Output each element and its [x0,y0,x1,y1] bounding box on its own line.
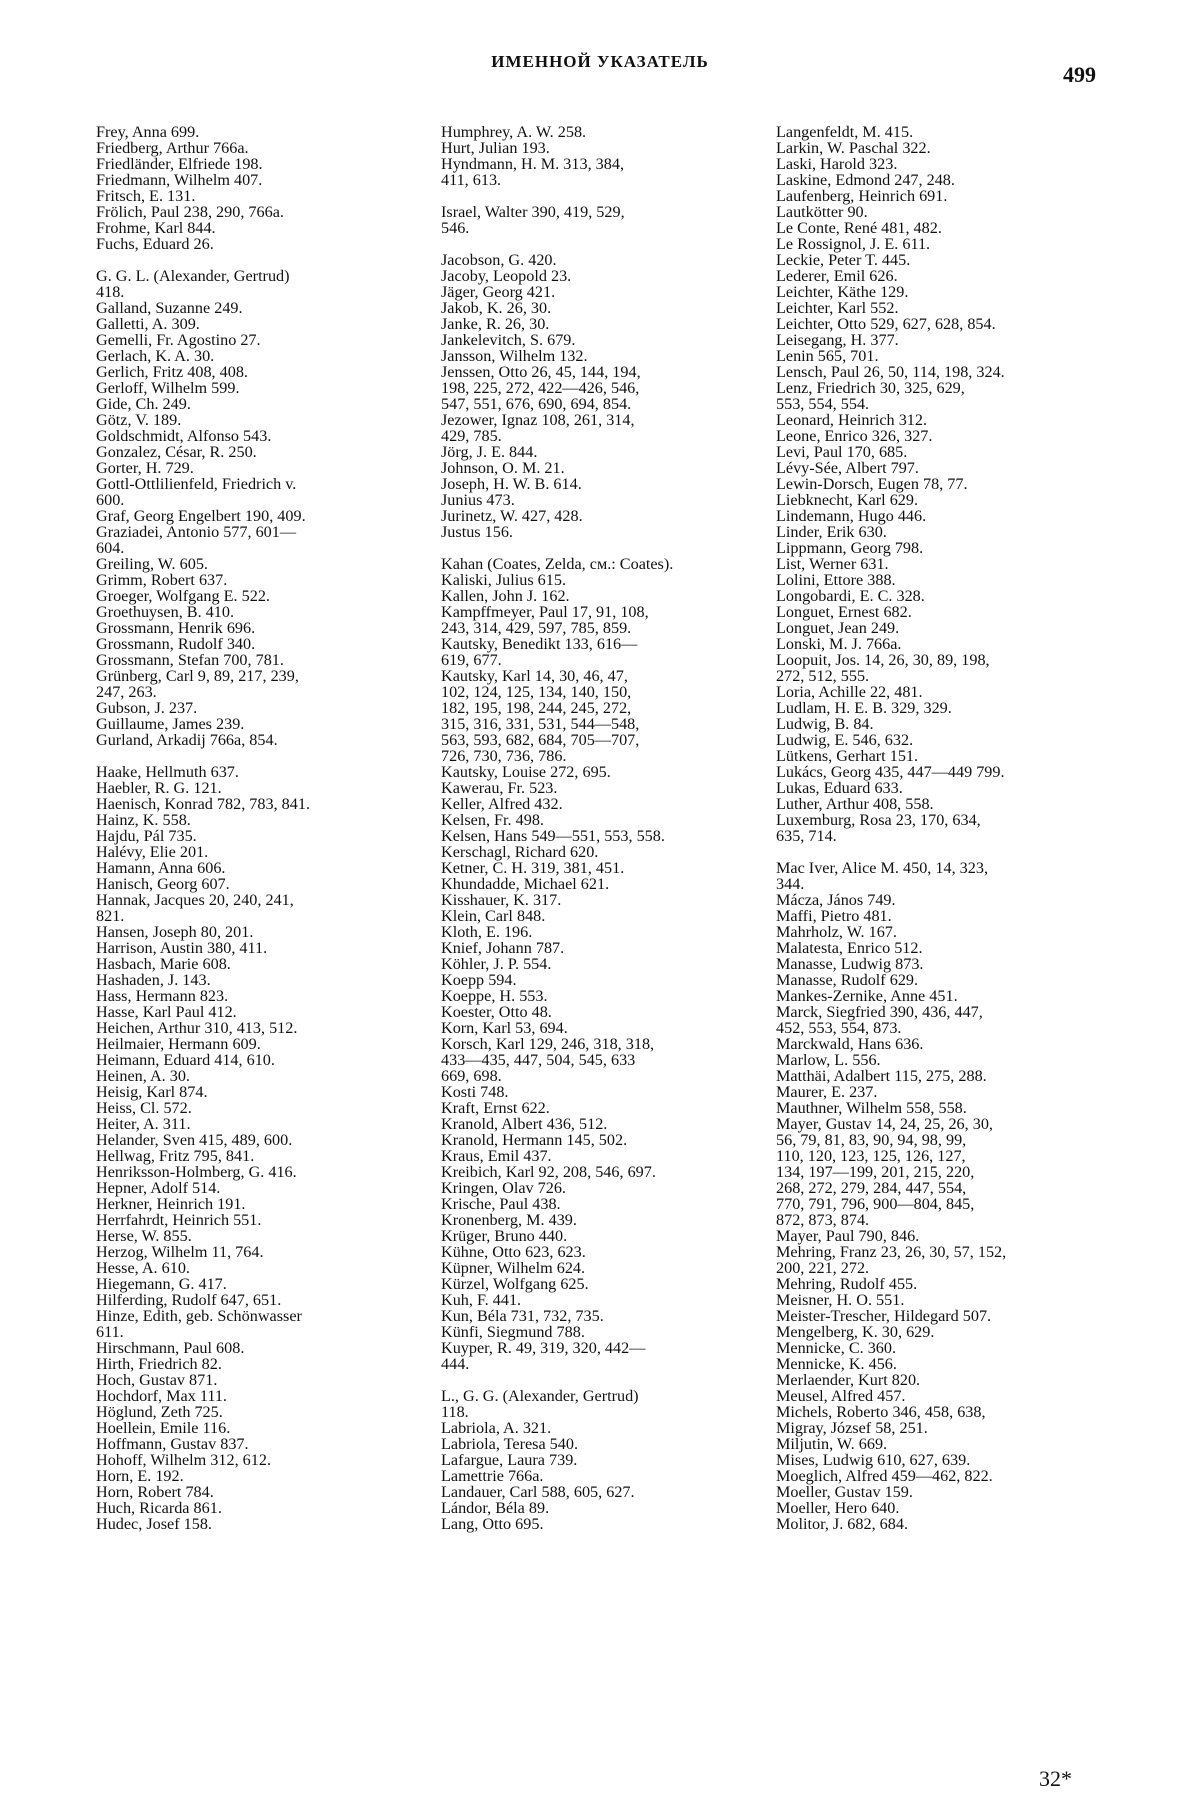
index-entry: Heilmaier, Hermann 609. [96,1035,261,1053]
index-column-3 [776,124,1106,1532]
index-entry: Lang, Otto 695. [441,1515,544,1533]
index-entry: Meister-Trescher, Hildegard 507. [776,1307,992,1325]
index-entry: Hesse, A. 610. [96,1259,190,1277]
index-entry: 546. [441,219,470,237]
index-entry: Jezower, Ignaz 108, 261, 314, [441,411,635,429]
index-entry: Linder, Erik 630. [776,523,887,541]
index-entry: Krische, Paul 438. [441,1195,561,1213]
index-entry: Künfi, Siegmund 788. [441,1323,585,1341]
index-entry: 429, 785. [441,427,502,445]
index-entry: Mac Iver, Alice M. 450, 14, 323, [776,859,988,877]
index-entry: Keller, Alfred 432. [441,795,563,813]
printer-signature: 32* [1039,1766,1072,1791]
index-entry: Levi, Paul 170, 685. [776,443,908,461]
index-entry: Kreibich, Karl 92, 208, 546, 697. [441,1163,656,1181]
index-entry: Hoellein, Emile 116. [96,1419,231,1437]
index-entry: Hass, Hermann 823. [96,987,229,1005]
index-entry: Kahan (Coates, Zelda, см.: Coates). [441,555,674,573]
index-entry: Kranold, Albert 436, 512. [441,1115,608,1133]
index-entry: Kringen, Olav 726. [441,1179,566,1197]
index-entry: Kraus, Emil 437. [441,1147,552,1165]
index-entry: Halévy, Elie 201. [96,843,209,861]
index-entry: Longuet, Ernest 682. [776,603,912,621]
index-entry: Leone, Enrico 326, 327. [776,427,933,445]
index-entry: Landauer, Carl 588, 605, 627. [441,1483,635,1501]
index-entry: Jörg, J. E. 844. [441,443,538,461]
index-entry: Le Rossignol, J. E. 611. [776,235,931,253]
index-entry: Friedberg, Arthur 766a. [96,139,249,157]
index-entry: Lautkötter 90. [776,203,868,221]
index-entry: 444. [441,1355,470,1373]
index-entry: Lensch, Paul 26, 50, 114, 198, 324. [776,363,1005,381]
index-entry: Mayer, Gustav 14, 24, 25, 26, 30, [776,1115,993,1133]
index-entry: Hurt, Julian 193. [441,139,550,157]
index-entry: Loopuit, Jos. 14, 26, 30, 89, 198, [776,651,990,669]
index-entry: Herse, W. 855. [96,1227,192,1245]
index-entry: Horn, E. 192. [96,1467,184,1485]
index-entry: Hashaden, J. 143. [96,971,211,989]
index-entry: 726, 730, 736, 786. [441,747,567,765]
index-entry: 553, 554, 554. [776,395,870,413]
index-entry: Leisegang, H. 377. [776,331,899,349]
index-entry: Moeglich, Alfred 459—462, 822. [776,1467,993,1485]
index-entry: Harrison, Austin 380, 411. [96,939,268,957]
index-entry: Guillaume, James 239. [96,715,245,733]
page-number: 499 [1063,62,1096,87]
index-entry: Mácza, János 749. [776,891,896,909]
index-entry: Laskine, Edmond 247, 248. [776,171,955,189]
index-entry: Mennicke, C. 360. [776,1339,897,1357]
index-entry: Gide, Ch. 249. [96,395,191,413]
index-entry: Leichter, Käthe 129. [776,283,909,301]
index-entry: Maurer, E. 237. [776,1083,878,1101]
index-column-2 [441,124,771,1532]
index-entry: 272, 512, 555. [776,667,870,685]
index-entry: Mayer, Paul 790, 846. [776,1227,920,1245]
index-entry: Friedländer, Elfriede 198. [96,155,263,173]
index-entry: Moeller, Hero 640. [776,1499,900,1517]
index-entry: Herzog, Wilhelm 11, 764. [96,1243,264,1261]
index-entry: Mauthner, Wilhelm 558, 558. [776,1099,967,1117]
index-entry: Groeger, Wolfgang E. 522. [96,587,270,605]
index-entry: Jansson, Wilhelm 132. [441,347,588,365]
index-entry: Langenfeldt, M. 415. [776,123,914,141]
index-entry: Lolini, Ettore 388. [776,571,896,589]
index-entry: Hilferding, Rudolf 647, 651. [96,1291,282,1309]
index-entry: Grünberg, Carl 9, 89, 217, 239, [96,667,299,685]
index-entry: Hiegemann, G. 417. [96,1275,227,1293]
index-entry: Kuh, F. 441. [441,1291,522,1309]
index-entry: Gerlach, K. A. 30. [96,347,215,365]
index-entry: Luxemburg, Rosa 23, 170, 634, [776,811,981,829]
index-entry: Höglund, Zeth 725. [96,1403,223,1421]
index-entry: 433—435, 447, 504, 545, 633 [441,1051,636,1069]
index-entry: Jenssen, Otto 26, 45, 144, 194, [441,363,641,381]
index-entry: Kautsky, Benedikt 133, 616— [441,635,638,653]
index-entry: Laufenberg, Heinrich 691. [776,187,948,205]
index-entry: Malatesta, Enrico 512. [776,939,923,957]
index-entry: Gottl-Ottlilienfeld, Friedrich v. [96,475,297,493]
index-entry: Mengelberg, K. 30, 629. [776,1323,935,1341]
index-entry: Kerschagl, Richard 620. [441,843,599,861]
index-entry: Horn, Robert 784. [96,1483,214,1501]
index-entry: Kühne, Otto 623, 623. [441,1243,586,1261]
index-entry: Knief, Johann 787. [441,939,565,957]
index-entry: Koeppe, H. 553. [441,987,548,1005]
index-entry: Kisshauer, K. 317. [441,891,562,909]
index-entry: 56, 79, 81, 83, 90, 94, 98, 99, [776,1131,967,1149]
index-entry: Marckwald, Hans 636. [776,1035,924,1053]
index-entry: Lamettrie 766a. [441,1467,544,1485]
index-entry: Jurinetz, W. 427, 428. [441,507,583,525]
index-entry: Jäger, Georg 421. [441,283,556,301]
index-entry: Hoch, Gustav 871. [96,1371,218,1389]
index-entry: 619, 677. [441,651,502,669]
index-entry: 198, 225, 272, 422—426, 546, [441,379,640,397]
index-entry: Jacobson, G. 420. [441,251,557,269]
index-entry: Lafargue, Laura 739. [441,1451,578,1469]
index-entry: L., G. G. (Alexander, Gertrud) [441,1387,639,1405]
index-entry: 315, 316, 331, 531, 544—548, [441,715,640,733]
index-entry: Leichter, Otto 529, 627, 628, 854. [776,315,996,333]
index-entry: Jankelevitch, S. 679. [441,331,576,349]
index-entry: Kaliski, Julius 615. [441,571,567,589]
index-entry: Mises, Ludwig 610, 627, 639. [776,1451,971,1469]
index-entry: Meusel, Alfred 457. [776,1387,906,1405]
index-entry: Hohoff, Wilhelm 312, 612. [96,1451,272,1469]
index-entry: Köhler, J. P. 554. [441,955,552,973]
index-entry: Liebknecht, Karl 629. [776,491,919,509]
index-entry: Grimm, Robert 637. [96,571,228,589]
index-entry: Hansen, Joseph 80, 201. [96,923,254,941]
index-entry: Hudec, Josef 158. [96,1515,212,1533]
index-entry: 200, 221, 272. [776,1259,870,1277]
index-entry: Leonard, Heinrich 312. [776,411,928,429]
index-entry: Laski, Harold 323. [776,155,898,173]
index-entry: Lenz, Friedrich 30, 325, 629, [776,379,965,397]
index-entry: Khundadde, Michael 621. [441,875,610,893]
index-entry: Mehring, Franz 23, 26, 30, 57, 152, [776,1243,1007,1261]
index-entry: Janke, R. 26, 30. [441,315,550,333]
index-entry: Kelsen, Hans 549—551, 553, 558. [441,827,665,845]
index-entry: Hoffmann, Gustav 837. [96,1435,249,1453]
index-entry: Leckie, Peter T. 445. [776,251,911,269]
index-entry: Leichter, Karl 552. [776,299,899,317]
index-entry: Kloth, E. 196. [441,923,533,941]
index-entry: 611. [96,1323,124,1341]
index-entry: Hannak, Jacques 20, 240, 241, [96,891,294,909]
index-entry: 243, 314, 429, 597, 785, 859. [441,619,632,637]
index-entry: Kawerau, Fr. 523. [441,779,558,797]
page-header [0,44,1200,87]
index-entry: Heiss, Cl. 572. [96,1099,192,1117]
index-entry: Hajdu, Pál 735. [96,827,197,845]
index-entry: 600. [96,491,125,509]
index-entry: Joseph, H. W. B. 614. [441,475,582,493]
index-entry: 268, 272, 279, 284, 447, 554, [776,1179,967,1197]
index-entry: Hyndmann, H. M. 313, 384, [441,155,625,173]
index-entry: Friedmann, Wilhelm 407. [96,171,263,189]
index-entry: Groethuysen, B. 410. [96,603,235,621]
index-entry: Haebler, R. G. 121. [96,779,222,797]
index-entry: Galletti, A. 309. [96,315,200,333]
index-entry: Graf, Georg Engelbert 190, 409. [96,507,306,525]
index-entry: Goldschmidt, Alfonso 543. [96,427,272,445]
index-entry: Junius 473. [441,491,515,509]
index-entry: Koester, Otto 48. [441,1003,552,1021]
index-entry: Kautsky, Louise 272, 695. [441,763,611,781]
index-entry: Koepp 594. [441,971,517,989]
index-entry: 635, 714. [776,827,837,845]
index-entry: Heisig, Karl 874. [96,1083,208,1101]
index-entry: Lévy-Sée, Albert 797. [776,459,919,477]
index-entry: Lindemann, Hugo 446. [776,507,927,525]
index-entry: Luther, Arthur 408, 558. [776,795,934,813]
index-entry: 102, 124, 125, 134, 140, 150, [441,683,632,701]
index-entry: Johnson, O. M. 21. [441,459,565,477]
index-entry: 110, 120, 123, 125, 126, 127, [776,1147,966,1165]
index-entry: Jakob, K. 26, 30. [441,299,552,317]
index-entry: Longuet, Jean 249. [776,619,900,637]
index-entry: Kelsen, Fr. 498. [441,811,544,829]
index-entry: Graziadei, Antonio 577, 601— [96,523,297,541]
index-entry: Gubson, J. 237. [96,699,198,717]
index-entry: Manasse, Ludwig 873. [776,955,924,973]
index-entry: Galland, Suzanne 249. [96,299,243,317]
index-entry: Matthäi, Adalbert 115, 275, 288. [776,1067,987,1085]
index-entry: Jacoby, Leopold 23. [441,267,572,285]
index-entry: Huch, Ricarda 861. [96,1499,222,1517]
index-entry: Hinze, Edith, geb. Schönwasser [96,1307,302,1325]
index-entry: Ketner, C. H. 319, 381, 451. [441,859,625,877]
index-entry: 669, 698. [441,1067,502,1085]
index-entry: Marck, Siegfried 390, 436, 447, [776,1003,983,1021]
index-entry: Merlaender, Kurt 820. [776,1371,921,1389]
index-entry: Kun, Béla 731, 732, 735. [441,1307,604,1325]
index-entry: Justus 156. [441,523,513,541]
index-entry: List, Werner 631. [776,555,889,573]
index-entry: Lonski, M. J. 766a. [776,635,902,653]
index-entry: 770, 791, 796, 900—804, 845, [776,1195,975,1213]
index-entry: Lippmann, Georg 798. [776,539,924,557]
index-entry: Henriksson-Holmberg, G. 416. [96,1163,297,1181]
index-entry: Klein, Carl 848. [441,907,546,925]
index-entry: Loria, Achille 22, 481. [776,683,923,701]
index-entry: Mahrholz, W. 167. [776,923,897,941]
index-entry: Migray, József 58, 251. [776,1419,928,1437]
index-entry: Lukács, Georg 435, 447—449 799. [776,763,1005,781]
index-entry: 411, 613. [441,171,502,189]
index-entry: Lándor, Béla 89. [441,1499,550,1517]
index-entry: Lederer, Emil 626. [776,267,898,285]
index-entry: Heinen, A. 30. [96,1067,190,1085]
index-entry: Kautsky, Karl 14, 30, 46, 47, [441,667,628,685]
index-entry: Miljutin, W. 669. [776,1435,888,1453]
index-entry: 247, 263. [96,683,157,701]
index-entry: 563, 593, 682, 684, 705—707, [441,731,640,749]
index-entry: Ludwig, E. 546, 632. [776,731,914,749]
index-entry: 547, 551, 676, 690, 694, 854. [441,395,632,413]
index-entry: Haenisch, Konrad 782, 783, 841. [96,795,310,813]
index-entry: Haake, Hellmuth 637. [96,763,239,781]
index-entry: Helander, Sven 415, 489, 600. [96,1131,293,1149]
index-entry: Meisner, H. O. 551. [776,1291,905,1309]
index-entry: Heiter, A. 311. [96,1115,191,1133]
index-entry: G. G. L. (Alexander, Gertrud) [96,267,290,285]
running-title: ИМЕННОЙ УКАЗАТЕЛЬ [491,52,709,71]
index-entry: Larkin, W. Paschal 322. [776,139,931,157]
index-entry: Korn, Karl 53, 694. [441,1019,568,1037]
index-entry: Manasse, Rudolf 629. [776,971,919,989]
index-entry: Molitor, J. 682, 684. [776,1515,909,1533]
index-entry: Hirth, Friedrich 82. [96,1355,222,1373]
index-entry: 452, 553, 554, 873. [776,1019,902,1037]
index-entry: Humphrey, A. W. 258. [441,123,587,141]
index-entry: Hellwag, Fritz 795, 841. [96,1147,255,1165]
index-entry: 418. [96,283,125,301]
index-entry: Kronenberg, M. 439. [441,1211,577,1229]
index-entry: Moeller, Gustav 159. [776,1483,913,1501]
index-entry: 182, 195, 198, 244, 245, 272, [441,699,632,717]
index-entry: Mehring, Rudolf 455. [776,1275,918,1293]
index-entry: Gorter, H. 729. [96,459,194,477]
index-entry: Labriola, A. 321. [441,1419,552,1437]
index-entry: Maffi, Pietro 481. [776,907,892,925]
index-entry: Hirschmann, Paul 608. [96,1339,245,1357]
index-entry: Gerloff, Wilhelm 599. [96,379,240,397]
index-entry: Hanisch, Georg 607. [96,875,230,893]
index-entry: Lukas, Eduard 633. [776,779,903,797]
index-entry: Herrfahrdt, Heinrich 551. [96,1211,262,1229]
index-entry: Gerlich, Fritz 408, 408. [96,363,248,381]
index-entry: 872, 873, 874. [776,1211,870,1229]
index-entry: Gonzalez, César, R. 250. [96,443,257,461]
index-entry: Kampffmeyer, Paul 17, 91, 108, [441,603,649,621]
index-entry: Kranold, Hermann 145, 502. [441,1131,628,1149]
index-entry: Kraft, Ernst 622. [441,1099,550,1117]
index-entry: Mennicke, K. 456. [776,1355,897,1373]
index-entry: Frey, Anna 699. [96,123,200,141]
index-entry: Lütkens, Gerhart 151. [776,747,919,765]
index-entry: Fritsch, E. 131. [96,187,196,205]
index-entry: Hasse, Karl Paul 412. [96,1003,237,1021]
index-entry: Grossmann, Rudolf 340. [96,635,256,653]
index-entry: Gurland, Arkadij 766a, 854. [96,731,278,749]
index-entry: Frohme, Karl 844. [96,219,216,237]
index-entry: Mankes-Zernike, Anne 451. [776,987,958,1005]
index-entry: 604. [96,539,125,557]
index-entry: Frölich, Paul 238, 290, 766a. [96,203,284,221]
index-entry: Hochdorf, Max 111. [96,1387,227,1405]
index-entry: Grossmann, Stefan 700, 781. [96,651,284,669]
index-entry: Krüger, Bruno 440. [441,1227,568,1245]
index-entry: Hamann, Anna 606. [96,859,226,877]
index-entry: 821. [96,907,125,925]
index-entry: Marlow, L. 556. [776,1051,881,1069]
index-entry: 344. [776,875,805,893]
index-entry: Korsch, Karl 129, 246, 318, 318, [441,1035,655,1053]
index-column-1 [96,124,426,1532]
index-entry: Ludwig, B. 84. [776,715,874,733]
index-entry: Lenin 565, 701. [776,347,879,365]
index-entry: Herkner, Heinrich 191. [96,1195,246,1213]
index-entry: 134, 197—199, 201, 215, 220, [776,1163,975,1181]
index-entry: Heimann, Eduard 414, 610. [96,1051,275,1069]
index-entry: Ludlam, H. E. B. 329, 329. [776,699,952,717]
index-entry: Kallen, John J. 162. [441,587,570,605]
index-entry: Longobardi, E. C. 328. [776,587,925,605]
index-entry: Greiling, W. 605. [96,555,208,573]
index-entry: Lewin-Dorsch, Eugen 78, 77. [776,475,968,493]
index-entry: Grossmann, Henrik 696. [96,619,256,637]
index-entry: Kosti 748. [441,1083,509,1101]
index-entry: Fuchs, Eduard 26. [96,235,214,253]
index-entry: Gemelli, Fr. Agostino 27. [96,331,261,349]
index-entry: Kürzel, Wolfgang 625. [441,1275,589,1293]
index-entry: Küpner, Wilhelm 624. [441,1259,586,1277]
index-entry: Hainz, K. 558. [96,811,191,829]
index-entry: Michels, Roberto 346, 458, 638, [776,1403,986,1421]
index-entry: Labriola, Teresa 540. [441,1435,579,1453]
index-entry: Götz, V. 189. [96,411,182,429]
index-entry: Heichen, Arthur 310, 413, 512. [96,1019,298,1037]
index-entry: 118. [441,1403,469,1421]
index-entry: Israel, Walter 390, 419, 529, [441,203,625,221]
index-entry: Hasbach, Marie 608. [96,955,231,973]
index-entry: Le Conte, René 481, 482. [776,219,942,237]
index-entry: Hepner, Adolf 514. [96,1179,221,1197]
index-entry: Kuyper, R. 49, 319, 320, 442— [441,1339,646,1357]
